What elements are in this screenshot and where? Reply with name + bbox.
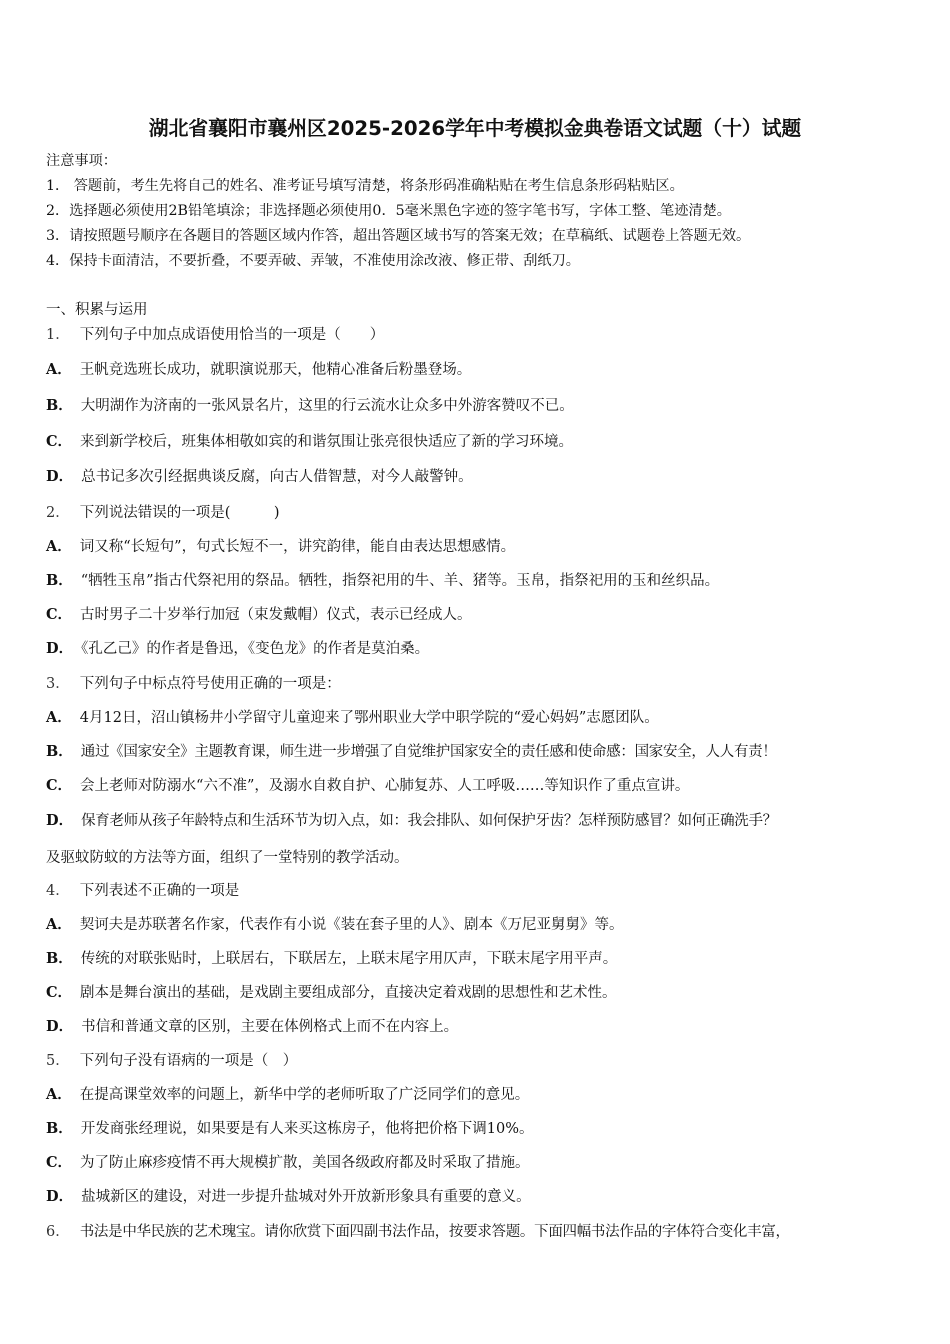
option-text: 会上老师对防溺水“六不准”，及溺水自救自护、心肺复苏、人工呼吸……等知识作了重点宣讲。: [80, 778, 690, 794]
answer-option: [46, 708, 659, 728]
option-text: “牺牲玉帛”指古代祭祀用的祭品。牺牲，指祭祀用的牛、羊、猪等。玉帛，指祭祀用的玉和丝织品。: [80, 573, 720, 589]
option-label: A．: [46, 361, 72, 378]
option-text: 为了防止麻疹疫情不再大规模扩散，美国各级政府都及时采取了措施。: [80, 1155, 530, 1171]
option-label: B．: [46, 950, 73, 967]
option-continuation: 及驱蚊防蚊的方法等方面，组织了一堂特别的教学活动。: [46, 850, 409, 866]
answer-option: [46, 1119, 534, 1139]
answer-option: [46, 1153, 530, 1173]
option-text: 王帆竞选班长成功，就职演说那天，他精心准备后粉墨登场。: [79, 362, 472, 378]
option-label: C．: [46, 433, 73, 450]
option-label: A．: [46, 916, 72, 933]
option-label: C．: [46, 777, 73, 794]
section-heading: 一、积累与运用: [46, 302, 148, 318]
notice-item: 2．选择题必须使用2B铅笔填涂；非选择题必须使用0．5毫米黑色字迹的签字笔书写，字体工整、笔迹清楚。: [46, 203, 731, 219]
option-label: C．: [46, 606, 73, 623]
answer-option: [46, 639, 429, 659]
question-text: 下列句子中加点成语使用恰当的一项是（ ）: [79, 327, 385, 343]
option-text: 契诃夫是苏联著名作家，代表作有小说《装在套子里的人》、剧本《万尼亚舅舅》等。: [79, 917, 624, 933]
answer-option: [46, 1187, 531, 1207]
answer-option: [46, 467, 473, 487]
option-text: 《孔乙己》的作者是鲁迅，《变色龙》的作者是莫泊桑。: [81, 641, 430, 657]
notice-item: 3．请按照题号顺序在各题目的答题区域内作答，超出答题区域书写的答案无效；在草稿纸、试题卷上答题无效。: [46, 228, 751, 244]
answer-option: [46, 915, 624, 935]
notice-item: 4．保持卡面清洁，不要折叠，不要弄破、弄皱，不准使用涂改液、修正带、刮纸刀。: [46, 253, 580, 269]
question-number: 1．: [46, 327, 70, 343]
question-number: 5．: [46, 1053, 70, 1069]
option-label: A．: [46, 709, 72, 726]
option-label: C．: [46, 984, 73, 1001]
option-text: 剧本是舞台演出的基础，是戏剧主要组成部分，直接决定着戏剧的思想性和艺术性。: [80, 985, 617, 1001]
question-number: 2．: [46, 505, 70, 521]
option-text: 词又称“长短句”，句式长短不一，讲究韵律，能自由表达思想感情。: [79, 539, 516, 555]
option-label: B．: [46, 572, 73, 589]
question-stem: [46, 503, 280, 523]
question-number: 6．: [46, 1224, 70, 1240]
option-text: 总书记多次引经据典谈反腐，向古人借智慧，对今人敲警钟。: [81, 469, 473, 485]
answer-option: [46, 742, 777, 762]
question-text: 下列句子中标点符号使用正确的一项是：: [79, 676, 341, 692]
option-text: 4月12日，沼山镇杨井小学留守儿童迎来了鄂州职业大学中职学院的“爱心妈妈”志愿团队。: [79, 710, 659, 726]
option-text: 大明湖作为济南的一张风景名片，这里的行云流水让众多中外游客赞叹不已。: [80, 398, 574, 414]
answer-option: [46, 1085, 529, 1105]
option-label: D．: [46, 640, 74, 657]
answer-option: [46, 571, 719, 591]
exam-title: 湖北省襄阳市襄州区2025-2026学年中考模拟金典卷语文试题（十）试题: [148, 117, 802, 140]
option-label: D．: [46, 1188, 74, 1205]
option-text: 来到新学校后，班集体相敬如宾的和谐氛围让张亮很快适应了新的学习环境。: [80, 434, 574, 450]
option-text: 开发商张经理说，如果要是有人来买这栋房子，他将把价格下调10%。: [80, 1121, 534, 1137]
option-label: A．: [46, 1086, 72, 1103]
question-text: 下列说法错误的一项是( ): [79, 505, 280, 521]
answer-option: [46, 983, 617, 1003]
question-stem: [46, 1051, 297, 1071]
option-text: 书信和普通文章的区别，主要在体例格式上而不在内容上。: [81, 1019, 459, 1035]
option-text: 保育老师从孩子年龄特点和生活环节为切入点，如：我会排队、如何保护牙齿？怎样预防感冒？如何正确洗手？: [81, 813, 777, 829]
question-number: 3．: [46, 676, 70, 692]
question-number: 4．: [46, 883, 70, 899]
answer-option: [46, 396, 574, 416]
answer-option: [46, 605, 472, 625]
option-text: 古时男子二十岁举行加冠（束发戴帽）仪式，表示已经成人。: [80, 607, 472, 623]
question-stem: [46, 325, 384, 345]
option-text: 在提高课堂效率的问题上，新华中学的老师听取了广泛同学们的意见。: [79, 1087, 530, 1103]
answer-option: [46, 949, 617, 969]
option-text: 传统的对联张贴时，上联居右，下联居左，上联末尾字用仄声，下联末尾字用平声。: [80, 951, 618, 967]
option-label: A．: [46, 538, 72, 555]
question-text: 下列句子没有语病的一项是（ ）: [79, 1053, 298, 1069]
option-label: B．: [46, 397, 73, 414]
question-text: 下列表述不正确的一项是: [79, 883, 240, 899]
option-label: D．: [46, 468, 74, 485]
notice-heading: 注意事项：: [46, 153, 117, 169]
question-stem: [46, 674, 341, 694]
answer-option: [46, 432, 573, 452]
answer-option: [46, 1017, 458, 1037]
answer-option: [46, 776, 689, 796]
option-text: 通过《国家安全》主题教育课，师生进一步增强了自觉维护国家安全的责任感和使命感：国家安全，人人有责！: [80, 744, 777, 760]
option-label: D．: [46, 1018, 74, 1035]
notice-item: 1． 答题前，考生先将自己的姓名、准考证号填写清楚，将条形码准确粘贴在考生信息条形码粘贴区。: [46, 178, 684, 194]
question-stem: [46, 881, 239, 901]
question-text: 书法是中华民族的艺术瑰宝。请你欣赏下面四副书法作品，按要求答题。下面四幅书法作品的字体符合变化丰富，: [79, 1224, 790, 1240]
question-stem: [46, 1222, 790, 1242]
option-text: 盐城新区的建设，对进一步提升盐城对外开放新形象具有重要的意义。: [81, 1189, 531, 1205]
answer-option: [46, 537, 515, 557]
option-label: B．: [46, 1120, 73, 1137]
option-label: B．: [46, 743, 73, 760]
option-label: C．: [46, 1154, 73, 1171]
answer-option: [46, 811, 777, 831]
option-label: D．: [46, 812, 74, 829]
answer-option: [46, 360, 471, 380]
